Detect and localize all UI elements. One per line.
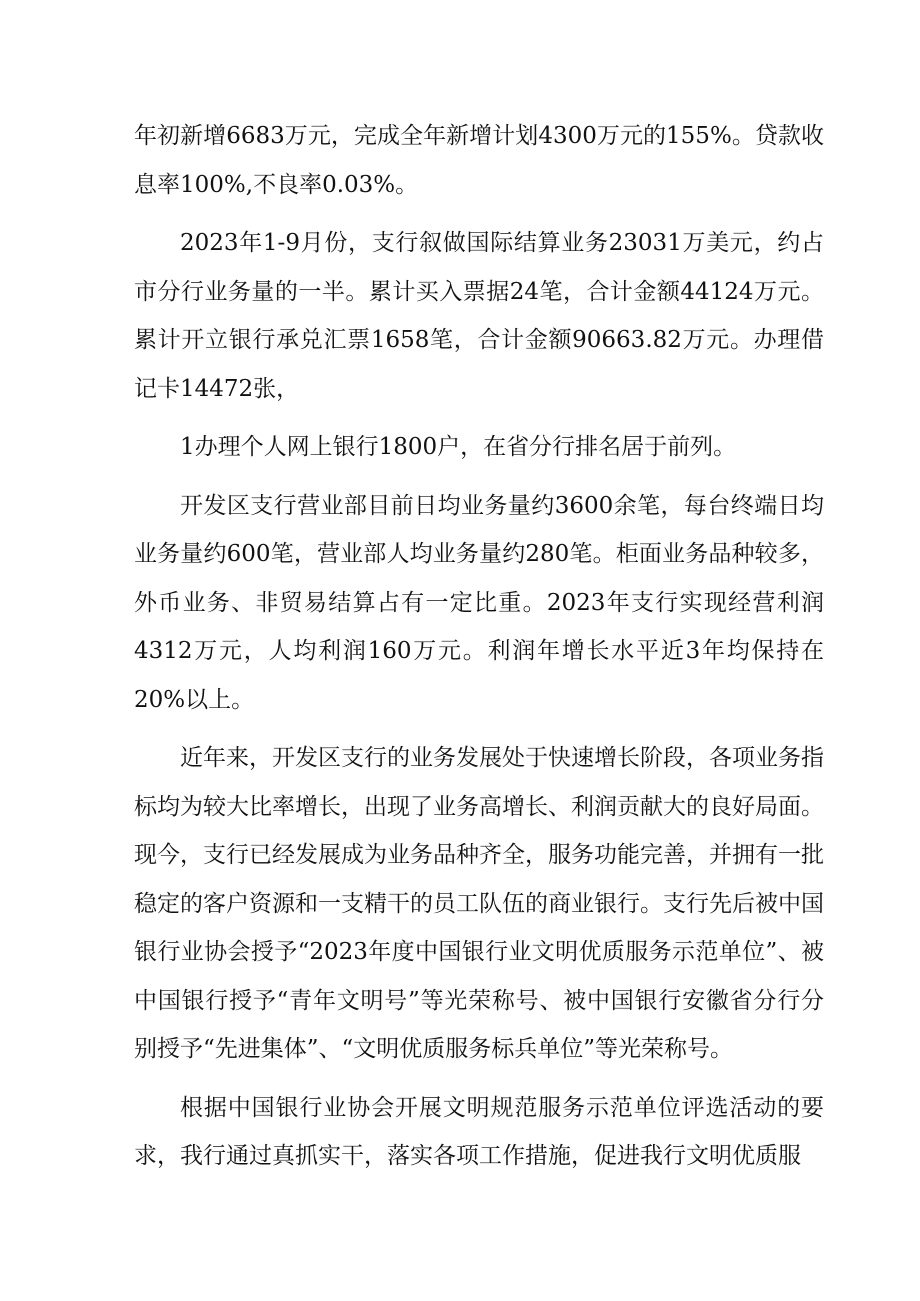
- paragraph-business-volume: 开发区支行营业部目前日均业务量约3600余笔，每台终端日均业务量约600笔，营业部人均业务量约280笔。柜面业务品种较多，外币业务、非贸易结算占有一定比重。2023年支行实现经营利润4312万元，人均利润160万元。利润年增长水平近3年均保持在20%以上。: [134, 492, 824, 713]
- paragraph-international-settlement: 2023年1-9月份，支行叙做国际结算业务23031万美元，约占市分行业务量的一半。累计买入票据24笔，合计金额44124万元。累计开立银行承兑汇票1658笔，合计金额90663.82万元。办理借记卡14472张，: [134, 230, 824, 402]
- document-body: [134, 112, 824, 1181]
- paragraph-online-banking: 1办理个人网上银行1800户，在省分行排名居于前列。: [180, 434, 737, 460]
- paragraph-loan-stats: 年初新增6683万元，完成全年新增计划4300万元的155%。贷款收息率100%,不良率0.03%。: [134, 123, 824, 198]
- paragraph-evaluation-activity: 根据中国银行业协会开展文明规范服务示范单位评选活动的要求，我行通过真抓实干，落实各项工作措施，促进我行文明优质服: [134, 1094, 824, 1169]
- paragraph-development-honors: 近年来，开发区支行的业务发展处于快速增长阶段，各项业务指标均为较大比率增长，出现了业务高增长、利润贡献大的良好局面。现今，支行已经发展成为业务品种齐全，服务功能完善，并拥有一批稳定的客户资源和一支精干的员工队伍的商业银行。支行先后被中国银行业协会授予“2023年度中国银行业文明优质服务示范单位”、被中国银行授予“青年文明号”等光荣称号、被中国银行安徽省分行分别授予“先进集体”、“文明优质服务标兵单位”等光荣称号。: [134, 745, 824, 1062]
